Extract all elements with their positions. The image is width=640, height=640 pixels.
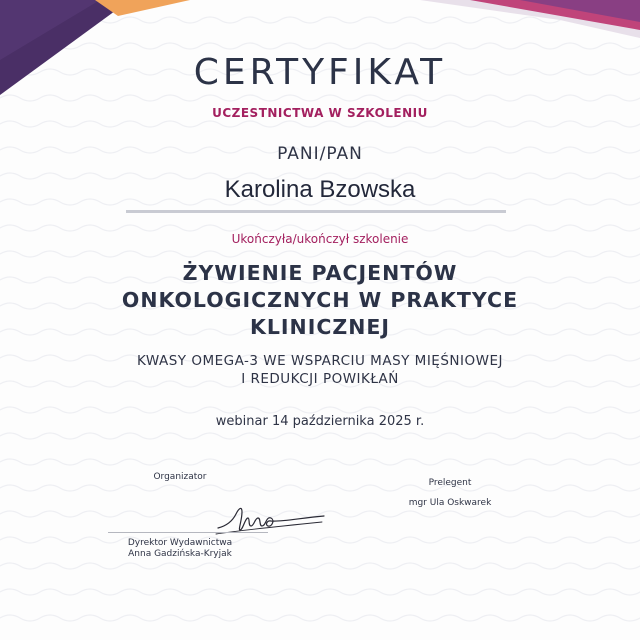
wave-line — [0, 589, 640, 595]
wave-line — [0, 433, 640, 439]
wave-line — [0, 407, 640, 413]
organizer-label: Organizator — [153, 472, 207, 482]
course-topic — [0, 352, 640, 388]
wave-line — [0, 563, 640, 569]
course-topic-line: I REDUKCJI POWIKŁAŃ — [241, 371, 399, 387]
organizer-signature-line — [108, 532, 268, 533]
wave-line — [0, 251, 640, 257]
name-underline — [126, 210, 506, 213]
course-topic-line: KWASY OMEGA-3 WE WSPARCIU MASY MIĘŚNIOWEJ — [137, 353, 503, 369]
webinar-date: webinar 14 października 2025 r. — [215, 414, 425, 429]
recipient-name: Karolina Bzowska — [224, 176, 416, 203]
wave-line — [0, 121, 640, 127]
organizer-role — [90, 538, 270, 560]
speaker-name: mgr Ula Oskwarek — [408, 498, 492, 508]
course-title-line: ONKOLOGICZNYCH W PRAKTYCE — [121, 288, 519, 312]
completed-label: Ukończyła/ukończył szkolenie — [231, 232, 409, 246]
organizer-role-title: Dyrektor Wydawnictwa — [127, 538, 233, 548]
course-title-line: KLINICZNEJ — [249, 315, 391, 339]
course-title — [0, 260, 640, 341]
wave-line — [0, 485, 640, 491]
organizer-person-name: Anna Gadzińska-Kryjak — [128, 549, 232, 559]
speaker-label: Prelegent — [428, 478, 472, 488]
wave-line — [0, 225, 640, 231]
certificate-subtitle: UCZESTNICTWA W SZKOLENIU — [212, 106, 428, 120]
organizer-signature — [212, 500, 330, 540]
wave-line — [0, 459, 640, 465]
course-title-line: ŻYWIENIE PACJENTÓW — [182, 261, 458, 285]
wave-line — [0, 615, 640, 621]
salutation: PANI/PAN — [277, 144, 363, 164]
certificate-title: CERTYFIKAT — [193, 52, 447, 93]
